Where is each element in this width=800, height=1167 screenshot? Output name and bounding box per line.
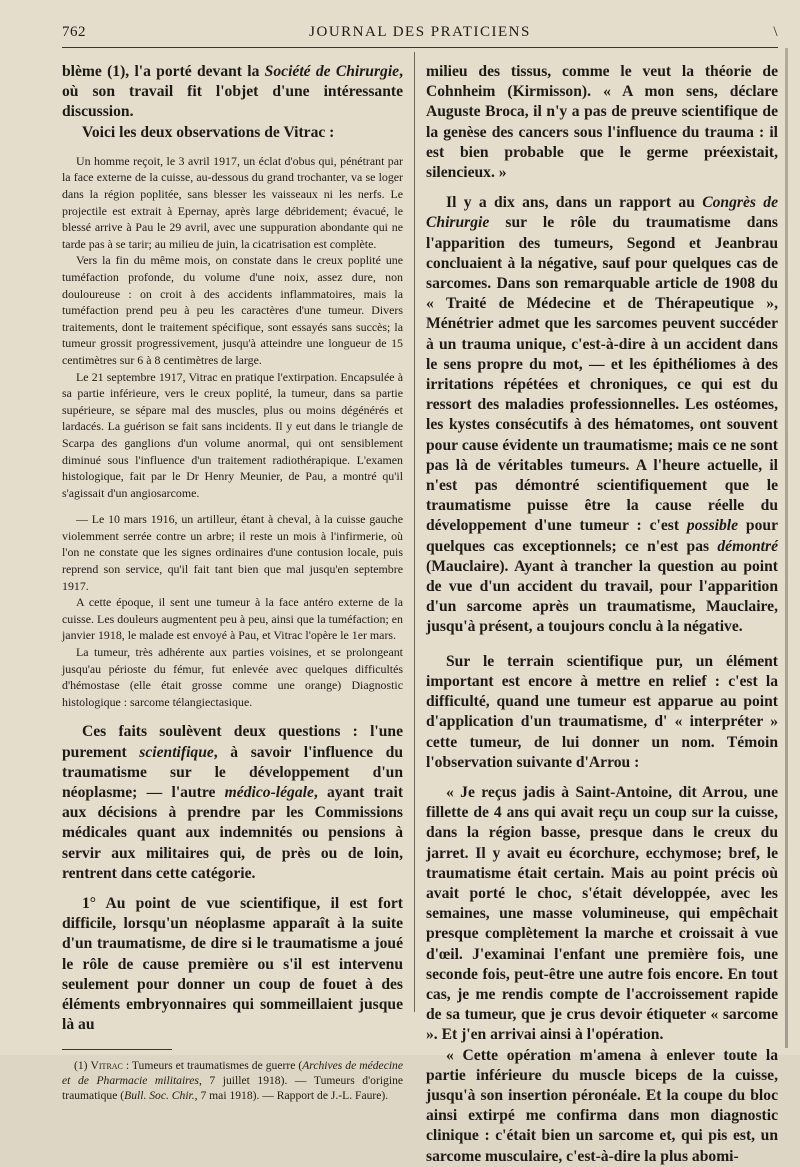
observation-paragraph: — Le 10 mars 1916, un artilleur, étant à cheval, à la cuisse gauche violemment serrée contre un arbre; il reste un mois à l'infirmerie, où l'on ne constate que les signes ordinaires d'une contusion locale, puis reprend son service, qu'il fait tant bien que mal jusqu'en septembre 1917. bbox=[62, 512, 403, 593]
questions-medico-legale: médico-légale bbox=[224, 784, 314, 802]
journal-title: JOURNAL DES PRATICIENS bbox=[309, 24, 531, 40]
footnote bbox=[62, 1058, 403, 1103]
observation-paragraph: Le 21 septembre 1917, Vitrac en pratique l'extirpation. Encapsulée à sa partie inférieure, vers le creux poplité, la tumeur, dans sa partie supérieure, se sépare mal des muscles, plus ou moins dégénérés et lardacés. La guérison se fait sans incidents. Il y eut dans le triangle de Scarpa des ganglions d'un volume anormal, qui ont sensiblement diminué sous l'influence d'un traitement radiothérapique. L'examen histologique, fait par le Dr Henry Meunier, de Pau, a montré qu'il s'agissait d'un angiosarcome. bbox=[62, 369, 403, 500]
corner-mark: \ bbox=[773, 24, 778, 40]
interpretation-paragraph: Sur le terrain scientifique pur, un élément important est encore à mettre en relief : c'est la difficulté, quand une tumeur est apparue au point d'application d'un traumatisme, d' « interpréter » cette tumeur, de lui donner un nom. Témoin l'observation suivante d'Arrou : bbox=[426, 652, 778, 771]
observations-block bbox=[62, 153, 403, 711]
scientific-paragraph: 1° Au point de vue scientifique, il est fort difficile, lorsqu'un néoplasme apparaît à la suite d'un traumatisme, de dire si le traumatisme a joué le rôle de cause première ou s'il est intervenu seulement pour donner un coup de fouet à des éléments embryonnaires qui sommeillaient jusque là au bbox=[62, 895, 403, 1034]
footnote-text-c: , 7 mai 1918). — Rapport de J.-L. Faure). bbox=[194, 1089, 389, 1103]
review-demontre: démontré bbox=[717, 537, 778, 555]
footnote-journal: Archives de médecine et de Pharmacie militaires bbox=[62, 1059, 403, 1088]
continuation-paragraph: milieu des tissus, comme le veut la théorie de Cohnheim (Kirmisson). « A mon sens, déclare Auguste Broca, il n'y a pas de preuve scientifique de la genèse des cancers sous l'influence du trauma : il est bien probable que le germe préexistait, silencieux. » bbox=[426, 63, 778, 182]
observation-paragraph: A cette époque, il sent une tumeur à la face antéro externe de la cuisse. Les douleurs augmentent peu à peu, ainsi que la tuméfaction; en janvier 1918, le malade est envoyé à Pau, et Vitrac l'opère le 1er mars. bbox=[62, 595, 403, 643]
questions-scientifique: scientifique bbox=[139, 743, 214, 761]
running-header bbox=[62, 24, 778, 46]
review-paragraph bbox=[426, 193, 778, 637]
footnote-marker: (1) bbox=[74, 1059, 91, 1073]
questions-text-a: Ces faits soulèvent deux questions : l'une purement bbox=[62, 723, 403, 761]
observations-lead: Voici les deux observations de Vitrac : bbox=[82, 123, 335, 141]
review-text-c: pour quelques cas exceptionnels; ce n'est pas bbox=[426, 517, 778, 555]
page-number: 762 bbox=[62, 24, 86, 40]
review-text-b: sur le rôle du traumatisme dans l'apparition des tumeurs, Segond et Jeanbrau concluaient à la négative, sauf pour quelques cas de sarcomes. Dans son remarquable article de 1908 du « Traité de Médecine et de Thérapeutique », Ménétrier admet que les sarcomes peuvent succéder à un trauma unique, c'est-à-dire à un accident dans le sens propre du mot, — et les épithéliomes à des irritations répétées et chroniques, ce qui est du ressort des maladies professionnelles. Les ostéomes, les kystes consécutifs à des hématomes, ont souvent pour cause évidente un traumatisme; mais ce ne sont pas là de véritables tumeurs. A l'heure actuelle, il n'est pas démontré scientifiquement que le traumatisme puisse être la cause réelle du développement d'une tumeur : c'est bbox=[426, 214, 778, 535]
page-edge-shadow bbox=[785, 48, 788, 1048]
observation-paragraph: Un homme reçoit, le 3 avril 1917, un éclat d'obus qui, pénétrant par la face externe de la cuisse, au-dessous du grand trochanter, va se loger dans la région poplitée, sans blesser les vaisseaux ni les nerfs. Le projectile est extrait à Epernay, après large débridement; évacué, le blessé arrive à Pau le 29 avril, avec une suppuration abondante qui ne tarde pas à se tarir; au milieu de juin, la cicatrisation est complète. bbox=[62, 153, 403, 251]
review-text-a: Il y a dix ans, dans un rapport au bbox=[446, 194, 703, 212]
footnote-text-a: : Tumeurs et traumatismes de guerre ( bbox=[122, 1059, 303, 1073]
column-divider bbox=[414, 52, 415, 1012]
observation-paragraph: La tumeur, très adhérente aux parties voisines, et se prolongeant jusqu'au périoste du fémur, fut enlevée avec quelques difficultés d'hémostase (elle était grosse comme une orange) Diagnostic histologique : sarcome télangiectasique. bbox=[62, 645, 403, 709]
footnote-author: Vitrac bbox=[90, 1059, 123, 1073]
intro-text-a: blème (1), l'a porté devant la bbox=[62, 63, 265, 80]
footnote-bulletin: Bull. Soc. Chir. bbox=[124, 1089, 195, 1103]
intro-society: Société de Chirurgie bbox=[264, 63, 400, 80]
questions-text-c: , ayant trait aux décisions à prendre par les Commissions médicales quant aux indemnités ou pensions à servir aux militaires qui, de près ou de loin, rentrent dans cette catégorie. bbox=[62, 784, 404, 882]
operation-paragraph: « Cette opération m'amena à enlever toute la partie inférieure du muscle biceps de la cuisse, jusqu'à son insertion péronéale. Et la coupe du bloc ainsi extirpé me confirma dans mon diagnostic clinique : c'était bien un sarcome et, qui pis est, un sarcome musculaire, c'est-à-dire la plus abomi- bbox=[426, 1046, 778, 1165]
right-column bbox=[426, 62, 778, 1167]
footnote-rule bbox=[62, 1049, 172, 1050]
observation-paragraph: Vers la fin du même mois, on constate dans le creux poplité une tuméfaction profonde, du volume d'une noix, assez dure, non douloureuse : on croit à des accidents inflammatoires, mais la tuméfaction prend peu à peu les caractères d'une tumeur. Divers traitements, dont le traitement spécifique, sont essayés sans succès; la tumeur grossit progressivement, jusqu'à atteindre une longueur de 15 centimètres sur 6 à 8 centimètres de large. bbox=[62, 253, 403, 367]
footnote-text-b: , 7 juillet 1918). — Tumeurs d'origine traumatique ( bbox=[62, 1074, 404, 1103]
questions-paragraph bbox=[62, 722, 403, 884]
review-congres: Congrès de Chirurgie bbox=[426, 194, 778, 232]
intro-paragraph bbox=[62, 62, 403, 123]
left-column bbox=[62, 62, 403, 1103]
questions-text-b: , à savoir l'influence du traumatisme sur le développement d'un néoplasme; — l'autre bbox=[62, 743, 403, 802]
review-possible: possible bbox=[686, 517, 739, 535]
intro-text-b: , où son travail fit l'objet d'une intéressante discussion. bbox=[62, 63, 403, 121]
review-text-d: (Mauclaire). Ayant à trancher la question au point de vue d'un accident du travail, pour l'apparition d'un sarcome après un traumatisme, Mauclaire, jusqu'à présent, a toujours conclu à la négative. bbox=[426, 557, 778, 636]
header-rule bbox=[62, 47, 778, 48]
arrou-quote-paragraph: « Je reçus jadis à Saint-Antoine, dit Arrou, une fillette de 4 ans qui avait reçu un coup sur la cuisse, dans la région basse, presque dans le creux du jarret. Il y avait eu écorchure, ecchymose; bref, le traumatisme était certain. Mais au point précis où avait porté le choc, s'était développée, avec les semaines, une masse volumineuse, qui empêchait presque complètement la marche et croissait à vue d'œil. J'examinai l'enfant une première fois, une seconde fois, peut-être une autre fois encore. En tout cas, je me rendis compte de l'accroissement rapide de sa tumeur, que je crus devoir étiqueter « sarcome ». Et j'en arrivai ainsi à l'opération. bbox=[426, 783, 778, 1044]
